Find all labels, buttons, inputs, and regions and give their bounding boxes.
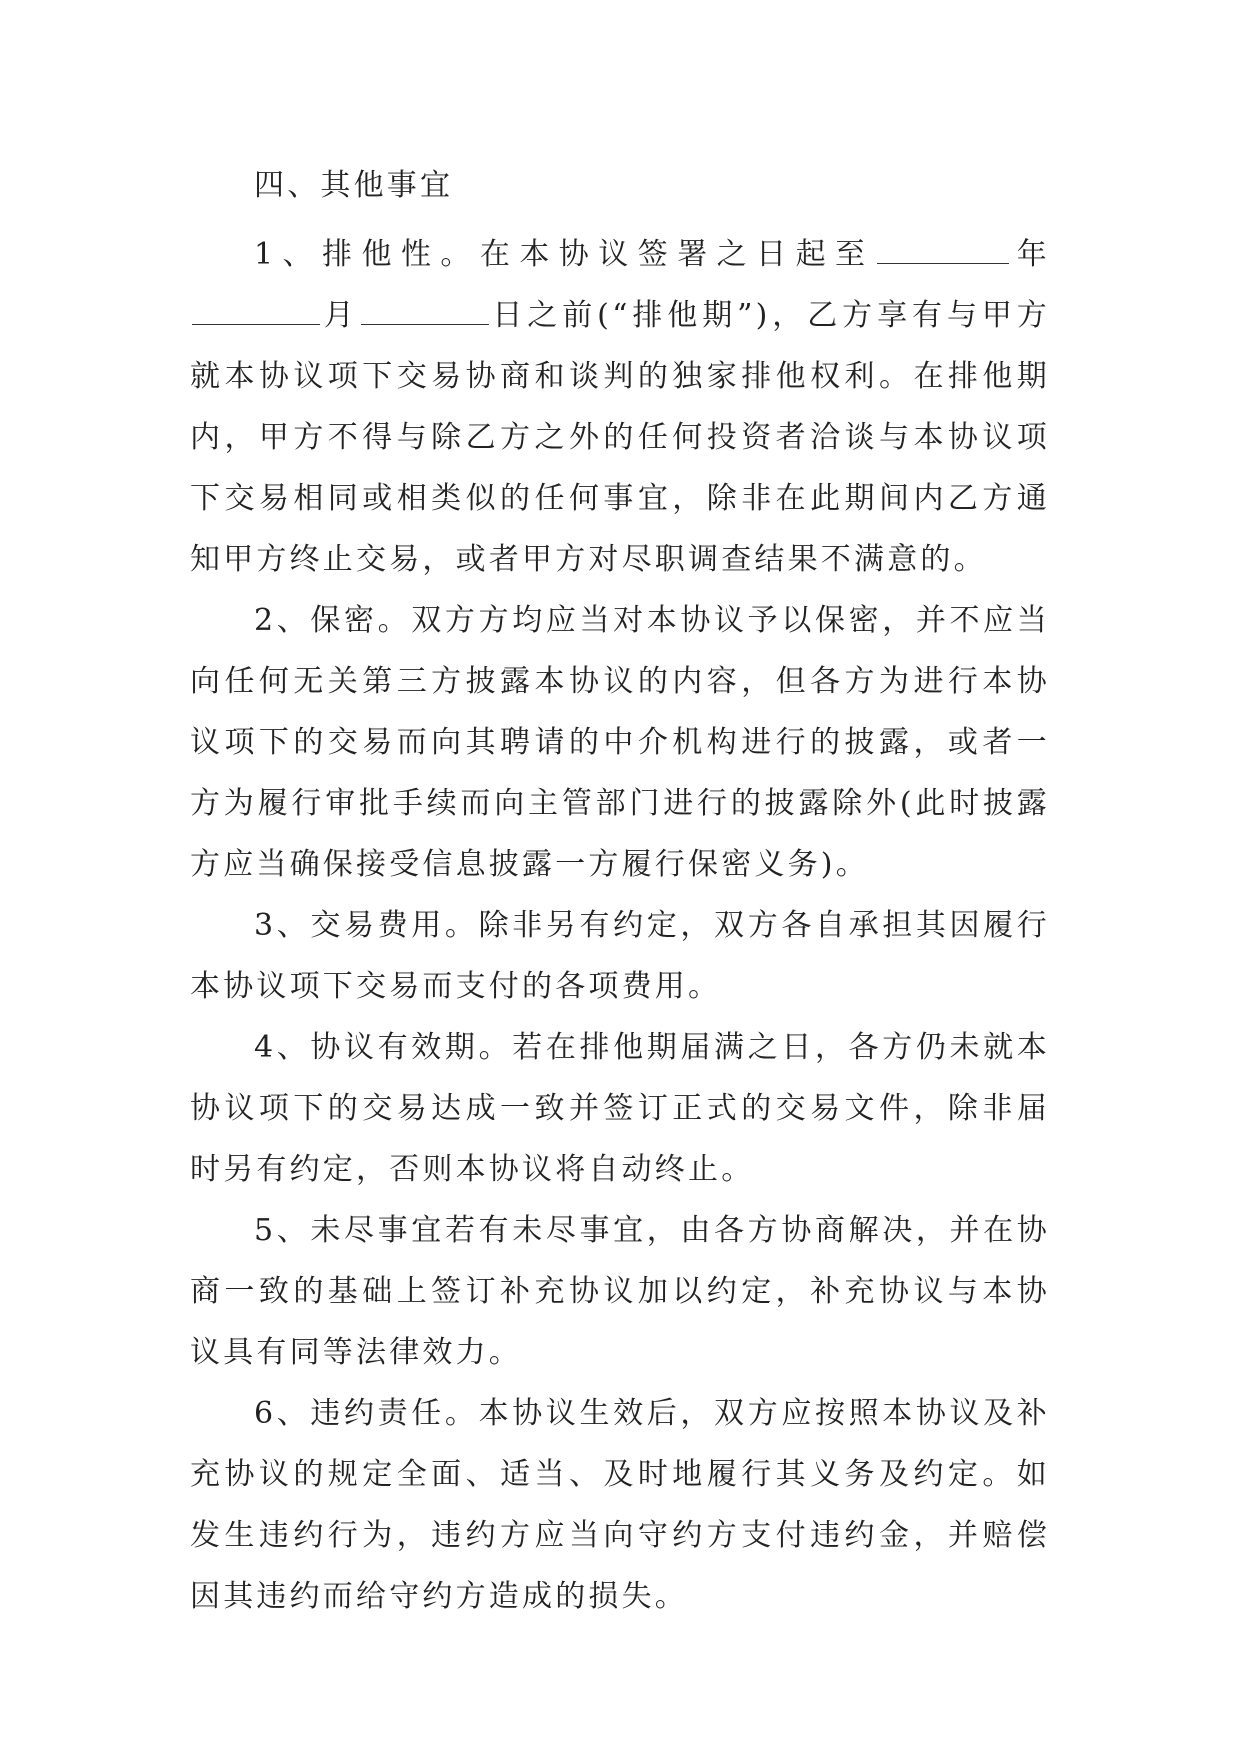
document-body	[190, 155, 1050, 1627]
clause-number: 1、	[254, 237, 323, 272]
clause-text: 本协议生效后，双方应按照本协议及补充协议的规定全面、适当、及时地履行其义务及约定。如发生违约行为，违约方应当向守约方支付违约金，并赔偿因其违约而给守约方造成的损失。	[190, 1396, 1050, 1614]
clause-title: 协议有效期。	[310, 1030, 513, 1065]
clause-title: 保密。	[310, 603, 412, 638]
month-label: 月	[322, 298, 359, 333]
clause-6	[190, 1383, 1050, 1627]
clause-number: 4、	[254, 1030, 311, 1065]
year-label: 年	[1010, 237, 1050, 272]
clause-text: 若有未尽事宜，由各方协商解决，并在协商一致的基础上签订补充协议加以约定，补充协议与本协议具有同等法律效力。	[190, 1213, 1050, 1370]
clause-text: 双方方均应当对本协议予以保密，并不应当向任何无关第三方披露本协议的内容，但各方为进行本协议项下的交易而向其聘请的中介机构进行的披露，或者一方为履行审批手续而向主管部门进行的披露除外(此时披露方应当确保接受信息披露一方履行保密义务)。	[190, 603, 1050, 882]
clause-3	[190, 895, 1050, 1017]
clause-number: 5、	[254, 1213, 311, 1248]
clause-text: 若在排他期届满之日，各方仍未就本协议项下的交易达成一致并签订正式的交易文件，除非届时另有约定，否则本协议将自动终止。	[190, 1030, 1051, 1187]
clause-2	[190, 590, 1050, 895]
clause-title: 排他性。	[322, 237, 480, 272]
month-blank	[192, 323, 320, 325]
clause-1	[190, 224, 1050, 590]
clause-title: 未尽事宜	[310, 1213, 445, 1248]
clause-title: 违约责任。	[310, 1396, 479, 1431]
clause-text: 日之前(“排他期”)，乙方享有与甲方就本协议项下交易协商和谈判的独家排他权利。在排他期内，甲方不得与除乙方之外的任何投资者洽谈与本协议项下交易相同或相类似的任何事宜，除非在此期间内乙方通知甲方终止交易，或者甲方对尽职调查结果不满意的。	[190, 298, 1051, 577]
year-blank	[877, 262, 1009, 264]
clause-number: 6、	[254, 1396, 311, 1431]
clause-4	[190, 1017, 1050, 1200]
clause-5	[190, 1200, 1050, 1383]
clause-number: 3、	[254, 908, 311, 943]
section-heading	[190, 155, 1050, 216]
section-heading-text: 四、其他事宜	[254, 168, 454, 203]
clause-number: 2、	[254, 603, 311, 638]
clause-title: 交易费用。	[310, 908, 479, 943]
day-blank	[361, 323, 489, 325]
clause-text: 在本协议签署之日起至	[479, 237, 875, 272]
clause-text: 除非另有约定，双方各自承担其因履行本协议项下交易而支付的各项费用。	[190, 908, 1050, 1004]
